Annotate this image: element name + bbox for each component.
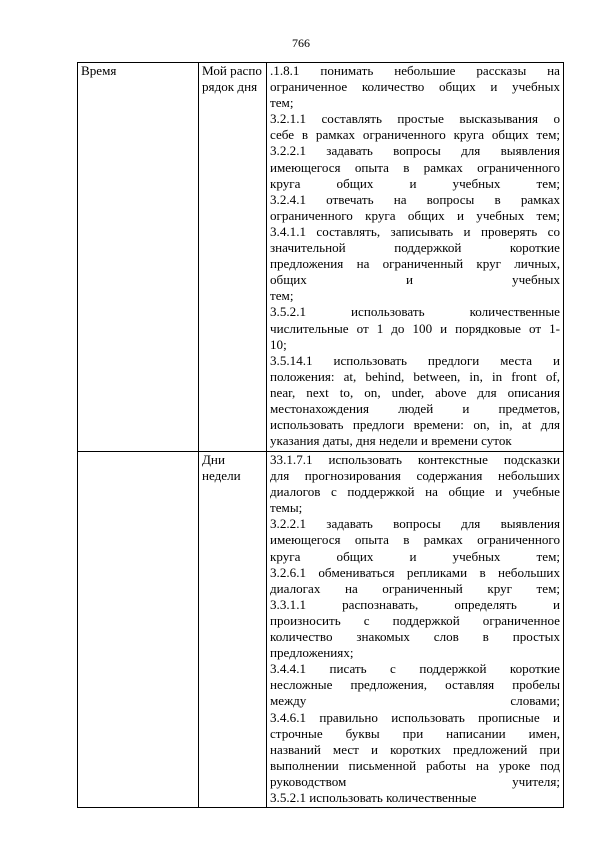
objective-line: 3.4.6.1 правильно использовать прописные и (270, 709, 560, 725)
topic-label: Время (81, 63, 117, 78)
objective-line: 3.5.2.1 использовать количественные (270, 789, 477, 805)
subtopic-cell (199, 452, 267, 808)
objective-line: предложениях; (270, 645, 354, 661)
objective-line: 3.3.1.1 распознавать, определять и (270, 596, 560, 612)
subtopic-label: Дни недели (202, 452, 241, 484)
objective-line: использовать предлоги времени: on, in, at для (270, 417, 560, 433)
objective-line: значительной поддержкой короткие (270, 240, 560, 256)
objective-line: ограниченного круга общих и учебных тем; (270, 207, 560, 223)
objective-line: несложные предложения, оставляя пробелы (270, 677, 560, 693)
objective-line: 3.2.2.1 задавать вопросы для выявления (270, 516, 560, 532)
objectives-cell (267, 63, 564, 452)
objective-line: тем; (270, 95, 294, 111)
subtopic-cell (199, 63, 267, 452)
objective-line: 3.5.14.1 использовать предлоги места и (270, 352, 560, 368)
objective-line: тем; (270, 288, 294, 304)
table-row (78, 452, 564, 808)
objective-line: указания даты, дня недели и времени суток (270, 433, 512, 449)
objective-line: для прогнозирования содержания небольших (270, 468, 560, 484)
topic-cell (78, 63, 199, 452)
objective-line: 3.4.1.1 составлять, записывать и проверять со (270, 223, 560, 239)
objective-line: выполнении письменной работы на уроке под (270, 757, 560, 773)
curriculum-table (77, 62, 564, 808)
objective-line: 3.4.4.1 писать с поддержкой короткие (270, 661, 560, 677)
objective-line: 10; (270, 336, 287, 352)
objective-line: руководством учителя; (270, 773, 560, 789)
objectives-cell (267, 452, 564, 808)
objective-line: местонахождения людей и предметов, (270, 400, 560, 416)
objective-line: диалогах на ограниченный круг тем; (270, 580, 560, 596)
objective-line: общих и учебных (270, 272, 560, 288)
objective-line: имеющегося опыта в рамках ограниченного (270, 159, 560, 175)
objective-line: .1.8.1 понимать небольшие рассказы на (270, 63, 560, 78)
objective-line: 33.1.7.1 использовать контекстные подсказки (270, 452, 560, 467)
objective-line: себе в рамках ограниченного круга общих тем; (270, 127, 560, 143)
objective-line: имеющегося опыта в рамках ограниченного (270, 532, 560, 548)
objective-line: между словами; (270, 693, 560, 709)
objective-line: количество знакомых слов в простых (270, 629, 560, 645)
objective-line: строчные буквы при написании имен, (270, 725, 560, 741)
subtopic-label: Мой распорядок дня (202, 63, 262, 95)
objective-line: near, next to, on, under, above для описания (270, 384, 560, 400)
page-number: 766 (292, 36, 310, 50)
topic-cell (78, 452, 199, 808)
objective-line: 3.2.1.1 составлять простые высказывания о (270, 111, 560, 127)
objective-line: темы; (270, 500, 303, 516)
table-row (78, 63, 564, 452)
objective-line: диалогов с поддержкой на общие и учебные (270, 484, 560, 500)
objective-line: 3.5.2.1 использовать количественные (270, 304, 560, 320)
objective-line: положения: at, behind, between, in, in front of, (270, 368, 560, 384)
objective-line: 3.2.4.1 отвечать на вопросы в рамках (270, 191, 560, 207)
objective-line: круга общих и учебных тем; (270, 175, 560, 191)
objective-line: 3.2.2.1 задавать вопросы для выявления (270, 143, 560, 159)
objective-line: числительные от 1 до 100 и порядковые от 1- (270, 320, 560, 336)
objective-line: круга общих и учебных тем; (270, 548, 560, 564)
objective-line: ограниченное количество общих и учебных (270, 79, 560, 95)
objective-line: произносить с поддержкой ограниченное (270, 612, 560, 628)
objective-line: предложения на ограниченный круг личных, (270, 256, 560, 272)
objective-line: названий мест и коротких предложений при (270, 741, 560, 757)
objective-line: 3.2.6.1 обмениваться репликами в небольших (270, 564, 560, 580)
